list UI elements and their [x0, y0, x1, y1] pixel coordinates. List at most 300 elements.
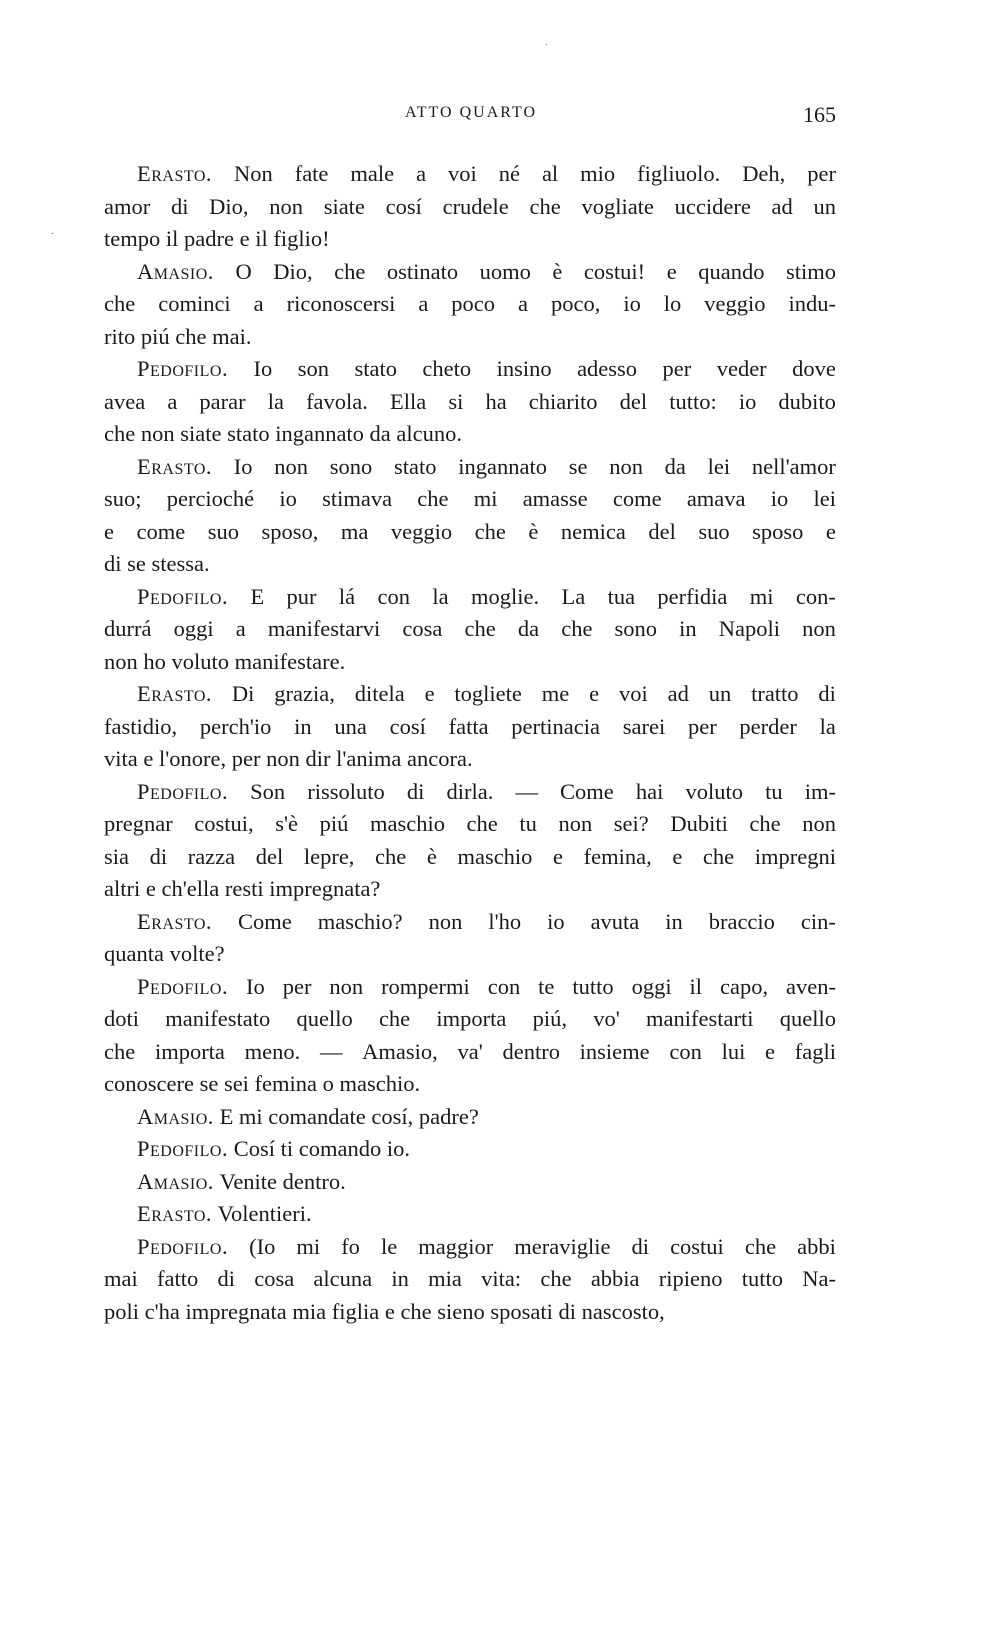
text-line [104, 938, 836, 971]
word: maschio [369, 811, 445, 836]
word: di [406, 778, 425, 804]
word: la [267, 388, 284, 414]
speech-line [104, 1231, 836, 1264]
word: l'ho [488, 908, 522, 934]
word: im- [804, 778, 836, 804]
word: con- [795, 583, 836, 609]
word: Non [234, 161, 273, 186]
word: E [250, 583, 265, 609]
speech-line [104, 776, 836, 809]
word: del [648, 518, 676, 544]
page-number: 165 [803, 102, 836, 127]
word: aven- [786, 973, 836, 999]
word: — [515, 778, 538, 804]
word: voi [448, 161, 477, 186]
line-text: vita e l'onore, per non dir l'anima ancora. [104, 746, 473, 771]
word: e [672, 843, 683, 869]
word: è [426, 843, 437, 869]
word: mi [749, 583, 774, 609]
word: percioché [166, 486, 255, 511]
word: poco [451, 291, 496, 316]
line-text: tempo il padre e il figlio! [104, 226, 330, 251]
text-line [104, 613, 836, 646]
word: ma [340, 518, 369, 544]
word: Io [253, 356, 273, 381]
line-text: Volentieri. [212, 1201, 312, 1226]
scan-mark-top [546, 44, 547, 45]
word: manifestarti [646, 1006, 754, 1031]
word: importa [154, 1038, 225, 1064]
word: non [802, 811, 836, 836]
word: cominci [158, 291, 231, 316]
text-line [104, 1296, 836, 1329]
word: per [282, 973, 312, 999]
word: (Io [249, 1233, 276, 1259]
word: chiarito [528, 388, 598, 414]
word: un [813, 193, 836, 219]
word: tua [607, 583, 636, 609]
word: maschio? [317, 908, 403, 934]
line-text: rito piú che mai. [104, 323, 252, 349]
speech-line [104, 256, 836, 289]
word: che [540, 1266, 572, 1291]
word: abbi [797, 1233, 836, 1259]
word: fatto [156, 1266, 199, 1291]
speech-line [104, 1101, 836, 1134]
word: sposo [752, 518, 804, 544]
word: parar [199, 388, 246, 414]
word: sia [104, 843, 129, 869]
word: favola. [306, 388, 368, 414]
word: che [561, 616, 593, 641]
word: e [589, 681, 600, 706]
word: del [255, 843, 284, 869]
word: sono [614, 616, 658, 641]
word: e [424, 681, 435, 706]
word: per [662, 356, 692, 381]
word: di [149, 843, 168, 869]
word: ditela [354, 681, 405, 706]
speech-line [104, 158, 836, 191]
running-header [106, 104, 836, 134]
speech-line [104, 1133, 836, 1166]
word: indu- [788, 291, 836, 316]
word: Napoli [718, 616, 781, 641]
word: alcuna [313, 1266, 373, 1291]
word: è [552, 258, 563, 284]
speech-line [104, 906, 836, 939]
line-text: di se stessa. [104, 551, 210, 576]
word: nemica [560, 518, 626, 544]
word: non [269, 193, 303, 219]
word: ripieno [658, 1266, 723, 1291]
speech-line [104, 678, 836, 711]
word: — [319, 1038, 343, 1064]
speaker-name: Erasto. [137, 908, 213, 934]
word: che [702, 843, 735, 869]
speaker-name: Pedofilo. [137, 778, 229, 804]
word: non [609, 453, 643, 479]
text-line [104, 743, 836, 776]
word: abbia [590, 1266, 640, 1291]
word: è [528, 518, 539, 544]
word: quando [698, 258, 765, 284]
word: amava [686, 486, 746, 511]
line-text: Venite dentro. [213, 1168, 346, 1194]
word: cosa [254, 1266, 295, 1291]
word: amor [104, 193, 151, 219]
word: ad [667, 681, 689, 706]
speaker-name: Pedofilo. [137, 1136, 229, 1161]
word: dove [792, 356, 836, 381]
word: manifestarvi [267, 616, 381, 641]
word: crudele [442, 193, 509, 219]
word: a [518, 291, 528, 316]
word: son [297, 356, 329, 381]
word: io [738, 388, 757, 414]
word: dubito [778, 388, 836, 414]
speech-line [104, 1198, 836, 1231]
word: lui [721, 1038, 746, 1064]
word: siate [323, 193, 365, 219]
word: suo [207, 518, 239, 544]
word: che [334, 258, 366, 284]
word: maggior [418, 1233, 494, 1259]
word: ad [771, 193, 793, 219]
word: a [167, 388, 178, 414]
word: lei [707, 453, 731, 479]
word: che [104, 291, 136, 316]
word: un [708, 681, 732, 706]
word: non [428, 908, 463, 934]
word: voluto [685, 778, 743, 804]
word: stato [394, 453, 437, 479]
word: che [378, 1006, 411, 1031]
word: male [350, 161, 395, 186]
word: Na- [802, 1266, 836, 1291]
word: meraviglie [514, 1233, 611, 1259]
word: Io [233, 453, 253, 479]
word: tratto [751, 681, 799, 706]
word: durrá [104, 616, 152, 641]
word: veder [716, 356, 767, 381]
scan-mark-left [52, 233, 53, 234]
word: come [136, 518, 186, 544]
word: manifestato [165, 1006, 271, 1031]
word: rissoluto [307, 778, 385, 804]
word: per [687, 713, 717, 739]
word: insino [496, 356, 552, 381]
word: non [802, 616, 836, 641]
word: suo; [104, 486, 142, 511]
word: come [612, 486, 662, 511]
word: dirla. [446, 778, 494, 804]
word: a [416, 161, 427, 186]
word: e [765, 1038, 776, 1064]
word: che [104, 1038, 136, 1064]
word: adesso [577, 356, 638, 381]
word: quello [779, 1006, 836, 1031]
word: tutto [741, 1266, 784, 1291]
word: sarei [622, 713, 666, 739]
word: maschio [457, 843, 533, 869]
text-line [104, 223, 836, 256]
word: poco, [550, 291, 601, 316]
word: non [329, 973, 364, 999]
word: si [448, 388, 464, 414]
speaker-name: Pedofilo. [137, 583, 229, 609]
word: veggio [704, 291, 766, 316]
word: le [380, 1233, 398, 1259]
speaker-name: Erasto. [137, 161, 213, 186]
word: lepre, [303, 843, 355, 869]
word: pregnar [104, 811, 173, 836]
word: stimo [785, 258, 836, 284]
text-line [104, 321, 836, 354]
word: fo [341, 1233, 360, 1259]
word: importa [436, 1006, 507, 1031]
line-text: che non siate stato ingannato da alcuno. [104, 421, 463, 446]
word: sposo, [261, 518, 319, 544]
line-text: E mi comandate cosí, padre? [213, 1103, 479, 1129]
text-line [104, 1068, 836, 1101]
word: e [553, 843, 564, 869]
word: una [334, 713, 367, 739]
word: piú [319, 811, 349, 836]
word: oggi [631, 973, 672, 999]
text-line [104, 646, 836, 679]
word: fatta [448, 713, 489, 739]
word: la [819, 713, 836, 739]
word: sei? [613, 811, 649, 836]
word: io [279, 486, 297, 511]
word: fagli [794, 1038, 836, 1064]
word: pur [286, 583, 317, 609]
word: Dio, [273, 258, 313, 284]
word: tu [519, 811, 537, 836]
word: io [623, 291, 641, 316]
word: che [474, 518, 506, 544]
word: non [274, 453, 309, 479]
word: Amasio, [362, 1038, 438, 1064]
speaker-name: Amasio. [137, 1103, 214, 1129]
word: impregni [754, 843, 836, 869]
word: con [487, 973, 521, 999]
word: suo [698, 518, 730, 544]
word: O [235, 258, 252, 284]
word: di [217, 1266, 235, 1291]
speaker-name: Pedofilo. [137, 356, 229, 381]
speaker-name: Amasio. [137, 258, 214, 284]
word: da [517, 616, 540, 641]
word: Ella [390, 388, 427, 414]
word: per [807, 161, 836, 186]
text-line [104, 873, 836, 906]
speaker-name: Erasto. [137, 1201, 213, 1226]
text-line [104, 483, 836, 516]
word: che [417, 486, 449, 511]
line-text: non ho voluto manifestare. [104, 648, 346, 674]
word: né [498, 161, 520, 186]
text-line [104, 191, 836, 224]
line-text: altri e ch'ella resti impregnata? [104, 876, 381, 901]
line-text: poli c'ha impregnata mia figlia e che sieno sposati di nascosto, [104, 1298, 665, 1324]
word: s'è [275, 811, 299, 836]
word: nell'amor [751, 453, 836, 479]
word: ha [485, 388, 507, 414]
word: che [749, 811, 781, 836]
word: mia [428, 1266, 462, 1291]
word: che [464, 616, 496, 641]
speaker-name: Pedofilo. [137, 1233, 229, 1259]
word: stato [354, 356, 397, 381]
word: cosa [402, 616, 443, 641]
word: in [391, 1266, 409, 1291]
speaker-name: Pedofilo. [137, 973, 229, 999]
word: fate [294, 161, 329, 186]
word: perfidia [657, 583, 728, 609]
word: avea [104, 388, 146, 414]
word: Dubiti [670, 811, 728, 836]
text-line [104, 1263, 836, 1296]
word: in [665, 908, 683, 934]
speech-line [104, 451, 836, 484]
word: tutto [572, 973, 614, 999]
word: io [547, 908, 565, 934]
word: a [235, 616, 246, 641]
word: Dio, [209, 193, 249, 219]
word: del [619, 388, 648, 414]
speaker-name: Erasto. [137, 453, 213, 479]
text-line [104, 1036, 836, 1069]
word: te [538, 973, 555, 999]
word: amasse [522, 486, 588, 511]
word: vita: [481, 1266, 522, 1291]
word: mi [473, 486, 498, 511]
word: Di [231, 681, 255, 706]
word: piú, [532, 1006, 568, 1031]
word: che [744, 1233, 777, 1259]
word: in [294, 713, 312, 739]
text-line [104, 808, 836, 841]
word: femina, [583, 843, 652, 869]
word: mi [296, 1233, 321, 1259]
word: cheto [422, 356, 472, 381]
word: Son [250, 778, 286, 804]
text-line [104, 711, 836, 744]
text-line [104, 288, 836, 321]
text-line [104, 548, 836, 581]
word: figliuolo. [637, 161, 721, 186]
word: lei [813, 486, 836, 511]
word: da [664, 453, 686, 479]
word: cosí [389, 713, 426, 739]
word: ingannato [458, 453, 547, 479]
word: con [377, 583, 411, 609]
word: oggi [173, 616, 214, 641]
running-title: ATTO QUARTO [404, 104, 537, 121]
word: pertinacia [511, 713, 600, 739]
word: non [558, 811, 593, 836]
word: hai [635, 778, 664, 804]
line-text: Cosí ti comando io. [228, 1136, 410, 1161]
body-text [104, 158, 836, 1328]
line-text: conoscere se sei femina o maschio. [104, 1071, 421, 1096]
word: uomo [479, 258, 531, 284]
word: in [679, 616, 697, 641]
text-line [104, 418, 836, 451]
word: doti [104, 1006, 140, 1031]
word: me [541, 681, 570, 706]
word: di [631, 1233, 650, 1259]
word: a [418, 291, 429, 316]
text-line [104, 386, 836, 419]
word: vogliate [581, 193, 654, 219]
word: costui, [194, 811, 254, 836]
word: riconoscersi [286, 291, 396, 316]
word: a [253, 291, 264, 316]
word: io [770, 486, 789, 511]
word: Deh, [742, 161, 786, 186]
speaker-name: Amasio. [137, 1168, 214, 1194]
word: perch'io [199, 713, 272, 739]
word: La [561, 583, 586, 609]
word: stimava [322, 486, 393, 511]
word: capo, [719, 973, 769, 999]
word: insieme [579, 1038, 650, 1064]
text-line [104, 841, 836, 874]
word: ostinato [386, 258, 459, 284]
word: tutto: [669, 388, 717, 414]
word: moglie. [470, 583, 540, 609]
word: uccidere [674, 193, 751, 219]
word: al [541, 161, 559, 186]
word: e [104, 518, 114, 544]
word: veggio [390, 518, 453, 544]
speech-line [104, 971, 836, 1004]
speech-line [104, 353, 836, 386]
text-line [104, 1003, 836, 1036]
word: che [529, 193, 561, 219]
speech-line [104, 1166, 836, 1199]
word: lo [663, 291, 682, 316]
word: sono [329, 453, 373, 479]
word: braccio [708, 908, 775, 934]
word: avuta [590, 908, 640, 934]
word: perder [739, 713, 797, 739]
line-text: quanta volte? [104, 941, 225, 966]
word: che [466, 811, 498, 836]
word: cosí [385, 193, 422, 219]
word: se [568, 453, 588, 479]
word: vo' [593, 1006, 620, 1031]
word: lá [338, 583, 356, 609]
speaker-name: Erasto. [137, 681, 213, 706]
word: di [170, 193, 189, 219]
word: di [818, 681, 836, 706]
word: Come [238, 908, 292, 934]
word: e [825, 518, 836, 544]
word: grazia, [274, 681, 335, 706]
word: cin- [800, 908, 836, 934]
word: razza [187, 843, 236, 869]
word: togliete [454, 681, 522, 706]
text-line [104, 516, 836, 549]
word: mio [580, 161, 616, 186]
word: che [375, 843, 407, 869]
word: la [432, 583, 449, 609]
speech-line [104, 581, 836, 614]
